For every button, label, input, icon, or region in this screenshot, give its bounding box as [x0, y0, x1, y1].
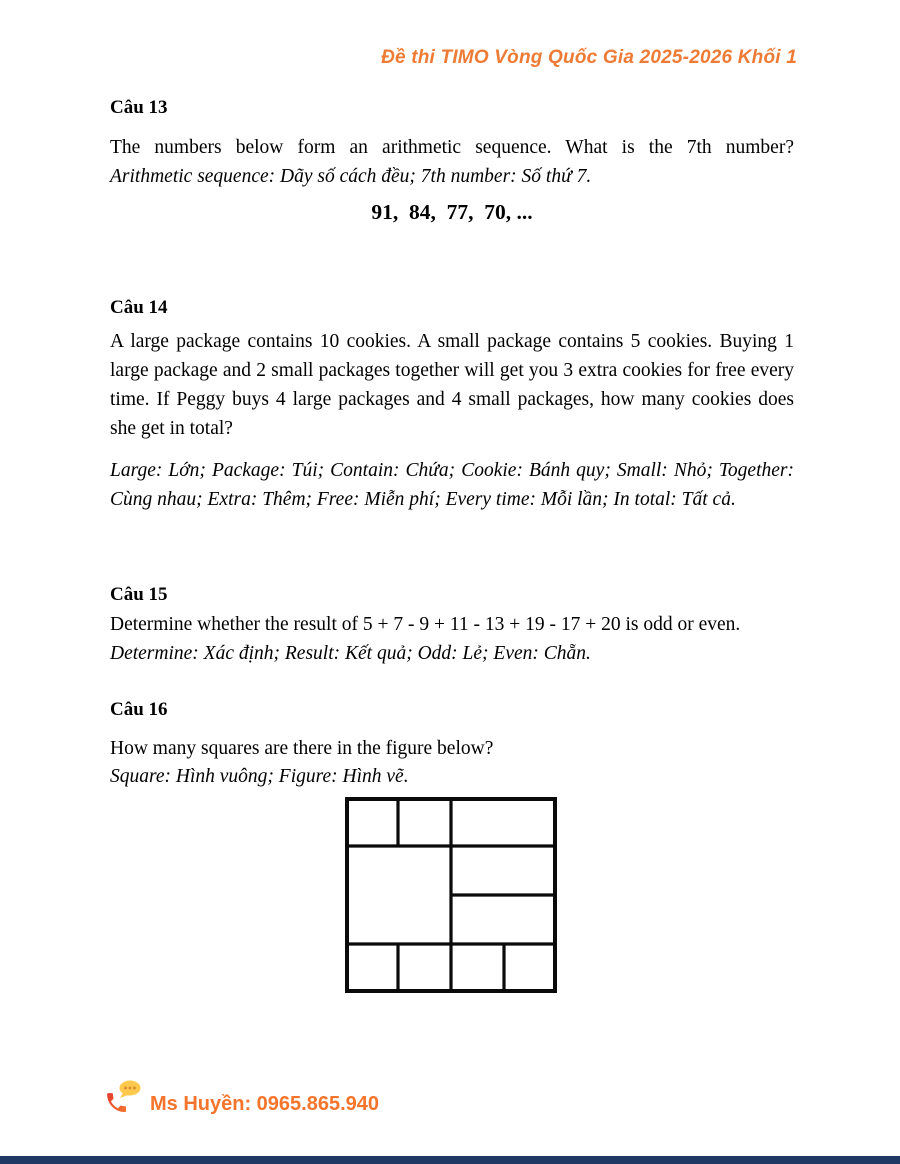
phone-chat-icon	[103, 1079, 143, 1122]
page-header-title: Đề thi TIMO Vòng Quốc Gia 2025-2026 Khối 1	[381, 47, 797, 68]
question-13-label: Câu 13	[110, 97, 168, 118]
squares-figure-drawing	[345, 797, 557, 993]
squares-figure	[345, 797, 557, 998]
question-15-text: Determine whether the result of 5 + 7 - 9 + 11 - 13 + 19 - 17 + 20 is odd or even.	[110, 614, 741, 635]
question-16-label: Câu 16	[110, 699, 168, 720]
question-13-translation: Arithmetic sequence: Dãy số cách đều; 7th number: Số thứ 7.	[110, 166, 592, 187]
question-14-translation: Large: Lớn; Package: Túi; Contain: Chứa; Cookie: Bánh quy; Small: Nhỏ; Together: Cùng nhau; Extra: Thêm; Free: Miễn phí; Every time: Mỗi lần; In total: Tất cả.	[110, 460, 794, 510]
footer-contact-text: Ms Huyền: 0965.865.940	[150, 1093, 380, 1115]
question-14-label: Câu 14	[110, 297, 168, 318]
bottom-color-bar	[0, 1156, 900, 1164]
question-16-text: How many squares are there in the figure below?	[110, 738, 494, 759]
footer-contact	[103, 1079, 379, 1122]
question-15-label: Câu 15	[110, 584, 168, 605]
question-14-text: A large package contains 10 cookies. A small package contains 5 cookies. Buying 1 large package and 2 small packages together will get you 3 extra cookies for free every time. If Peggy buys 4 large packages and 4 small packages, how many cookies does she get in total?	[110, 331, 794, 439]
question-15-translation: Determine: Xác định; Result: Kết quả; Odd: Lẻ; Even: Chẵn.	[110, 643, 591, 664]
question-13-sequence: 91, 84, 77, 70, ...	[371, 200, 533, 224]
question-16-translation: Square: Hình vuông; Figure: Hình vẽ.	[110, 766, 409, 787]
question-13-text: The numbers below form an arithmetic sequence. What is the 7th number?	[110, 137, 794, 158]
